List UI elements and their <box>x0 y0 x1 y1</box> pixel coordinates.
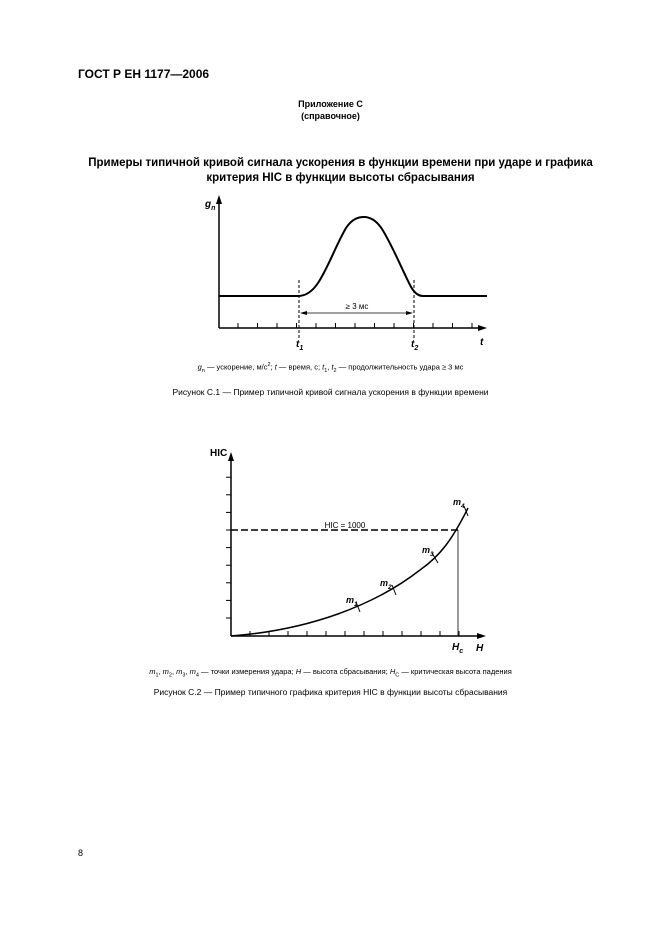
fig2-y-arrow <box>228 452 234 461</box>
legend-hc: H <box>389 667 396 676</box>
legend-acc-text: — ускорение, м/с <box>204 362 268 372</box>
legend-sep: ; <box>270 362 275 372</box>
fig2-threshold-label: HIC = 1000 <box>324 521 366 530</box>
annex-status: (справочное) <box>301 111 360 121</box>
annex-title: Приложение С <box>298 99 363 109</box>
legend-acc-sup: 2 <box>267 362 271 368</box>
section-title-line-2: критерия HIC в функции высоты сбрасывания <box>206 172 475 184</box>
legend-m1: m <box>149 667 156 676</box>
legend-comma-2: , <box>171 667 177 676</box>
legend-m3-sub: 3 <box>182 672 186 679</box>
legend-points-text: — точки измерения удара; <box>198 667 296 676</box>
fig2-point-m1-label: $m_1$ <box>346 595 358 608</box>
legend-comma: , <box>327 362 332 372</box>
legend-duration-text: — продолжительность удара ≥ 3 мс <box>336 362 464 372</box>
figure-2-legend <box>0 667 661 679</box>
legend-height-text: — высота сбрасывания; <box>301 667 390 676</box>
fig2-hc-label: $H_c$ <box>452 642 464 655</box>
fig2-x-label: H <box>476 643 484 654</box>
legend-t1: t <box>322 362 325 372</box>
legend-time-text: — время, с; <box>276 362 323 372</box>
fig2-point-m3-label: $m_3$ <box>422 545 434 558</box>
figure-2-caption: Рисунок С.2 — Пример типичного графика критерия HIC в функции высоты сбрасывания <box>153 687 508 697</box>
legend-m2-sub: 2 <box>168 672 172 679</box>
legend-t1-sub: 1 <box>324 368 328 374</box>
fig1-t1-label: $t_1$ <box>296 339 304 352</box>
legend-gn: g <box>197 362 202 372</box>
legend-m3: m <box>176 667 183 676</box>
legend-comma-3: , <box>185 667 190 676</box>
document-header: ГОСТ Р ЕН 1177—2006 <box>78 67 210 81</box>
legend-t2-sub: 2 <box>333 368 337 374</box>
fig2-point-m2-label: $m_2$ <box>380 578 392 591</box>
legend-m2: m <box>162 667 169 676</box>
fig2-x-arrow <box>477 633 486 639</box>
legend-gn-sub: n <box>201 368 205 374</box>
fig1-t2-label: $t_2$ <box>411 339 419 352</box>
legend-h: H <box>295 667 302 676</box>
figure-1-caption: Рисунок С.1 — Пример типичной кривой сигнала ускорения в функции времени <box>172 387 489 397</box>
legend-comma-1: , <box>158 667 163 676</box>
fig2-point-m4-label: $m_4$ <box>453 497 465 510</box>
legend-m4-sub: 4 <box>195 672 199 679</box>
legend-m1-sub: 1 <box>155 672 159 679</box>
legend-t: t <box>274 362 277 372</box>
legend-t2: t <box>331 362 334 372</box>
page-number: 8 <box>78 848 84 858</box>
fig1-y-label: $g_n$ <box>205 199 216 212</box>
fig2-y-label: HIC <box>210 448 228 459</box>
fig1-duration-label: ≥ 3 мс <box>345 302 369 311</box>
legend-hc-sub: C <box>395 672 400 679</box>
legend-critical-text: — критическая высота падения <box>399 667 512 676</box>
section-title-line-1: Примеры типичной кривой сигнала ускорения в функции времени при ударе и графика <box>88 157 593 169</box>
legend-m4: m <box>189 667 196 676</box>
fig1-x-label: t <box>480 337 484 348</box>
